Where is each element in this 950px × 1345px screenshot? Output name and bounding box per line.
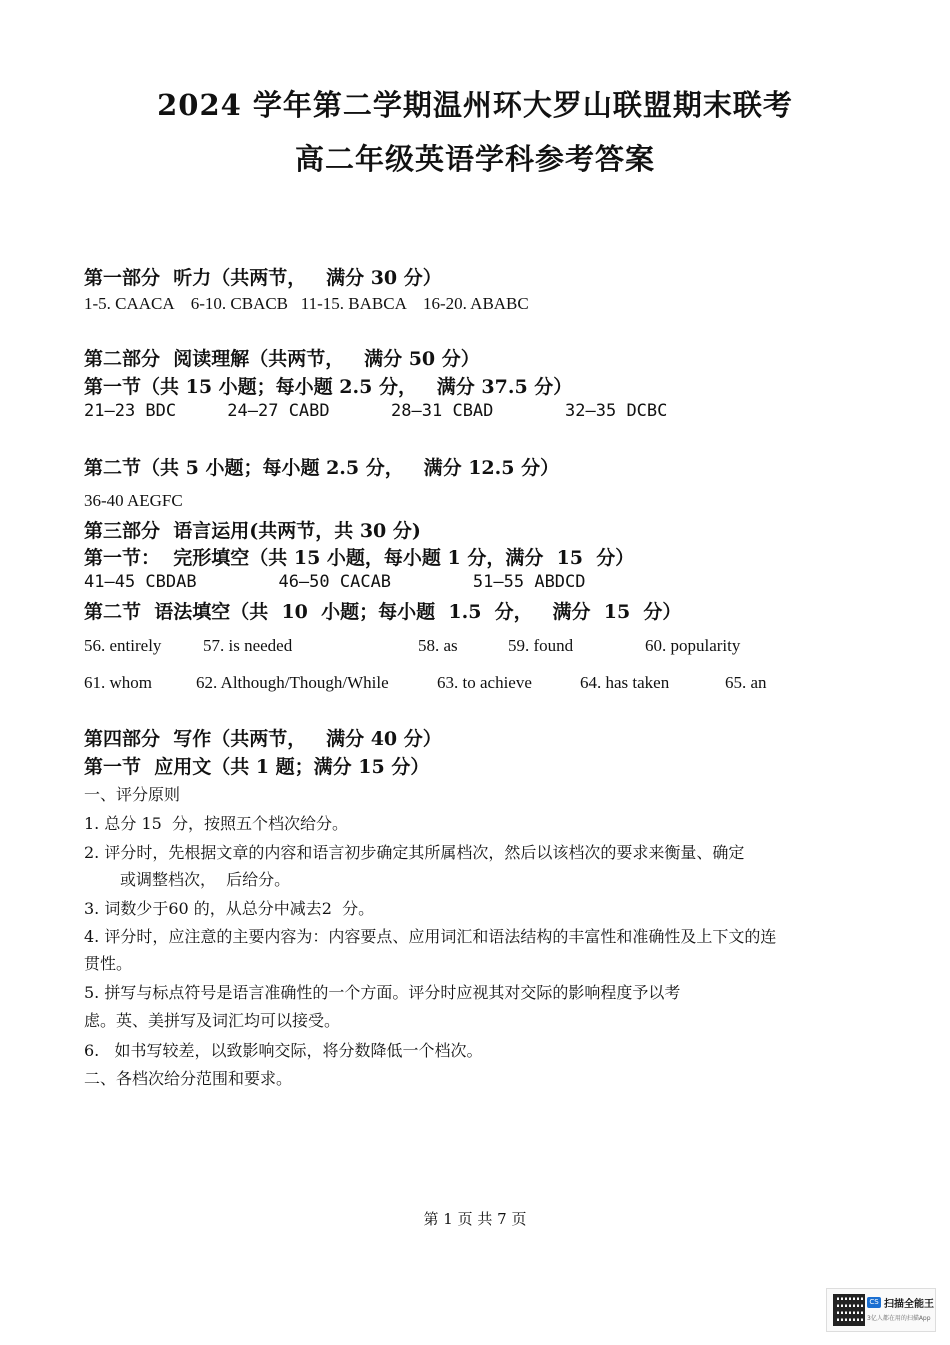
grammar-answer: 63. to achieve: [437, 673, 532, 692]
grammar-answer: 61. whom: [84, 673, 152, 692]
part1-heading: 第一部分 听力（共两节， 满分 30 分）: [84, 267, 442, 289]
document-title: 2024 学年第二学期温州环大罗山联盟期末联考: [157, 88, 793, 122]
grammar-answer: 64. has taken: [580, 673, 670, 692]
part4-heading: 第四部分 写作（共两节， 满分 40 分）: [84, 728, 442, 750]
rule-line: 一、评分原则: [84, 785, 181, 804]
grammar-answer: 58. as: [418, 636, 458, 655]
rule-line: 1. 总分 15 分，按照五个档次给分。: [84, 814, 348, 833]
rule-line: 二、各档次给分范围和要求。: [84, 1069, 293, 1088]
part3-sec2-heading: 第二节 语法填空（共 10 小题；每小题 1.5 分， 满分 15 分）: [84, 601, 682, 623]
rule-line: 4. 评分时，应注意的主要内容为：内容要点、应用词汇和语法结构的丰富性和准确性及上下文的连: [84, 927, 777, 946]
rule-line: 6. 如书写较差，以致影响交际，将分数降低一个档次。: [84, 1041, 483, 1060]
part4-sec1-heading: 第一节 应用文（共 1 题；满分 15 分）: [84, 756, 430, 778]
grammar-answer: 56. entirely: [84, 636, 162, 655]
grammar-answer: 60. popularity: [645, 636, 741, 655]
rule-line: 5. 拼写与标点符号是语言准确性的一个方面。评分时应视其对交际的影响程度予以考: [84, 983, 681, 1002]
part2-sec2-answers: 36-40 AEGFC: [84, 491, 183, 510]
part2-sec1-answers: 21—23 BDC 24—27 CABD 28—31 CBAD 32—35 DCBC: [84, 401, 668, 421]
document-subtitle: 高二年级英语学科参考答案: [294, 142, 655, 176]
qr-code-icon: [833, 1294, 865, 1326]
rule-line: 贯性。: [84, 954, 133, 973]
part3-sec1-heading: 第一节： 完形填空（共 15 小题，每小题 1 分，满分 15 分）: [84, 547, 635, 569]
grammar-answer: 59. found: [508, 636, 574, 655]
part1-answers: 1-5. CAACA 6-10. CBACB 11-15. BABCA 16-20. ABABC: [84, 294, 529, 313]
part2-sec1-heading: 第一节（共 15 小题；每小题 2.5 分， 满分 37.5 分）: [84, 376, 573, 398]
grammar-answer: 62. Although/Though/While: [196, 673, 389, 692]
rule-line: 3. 词数少于60 的，从总分中减去2 分。: [84, 899, 375, 918]
rule-line: 2. 评分时，先根据文章的内容和语言初步确定其所属档次，然后以该档次的要求来衡量、确定: [84, 843, 745, 862]
part2-sec2-heading: 第二节（共 5 小题；每小题 2.5 分， 满分 12.5 分）: [84, 457, 560, 479]
rule-line: 或调整档次， 后给分。: [120, 870, 291, 889]
part3-heading: 第三部分 语言运用(共两节，共 30 分): [84, 520, 421, 542]
cs-logo-icon: CS: [867, 1297, 881, 1308]
scanner-app-name: 扫描全能王: [884, 1299, 934, 1310]
part3-sec1-answers: 41—45 CBDAB 46—50 CACAB 51—55 ABDCD: [84, 572, 586, 592]
scanner-watermark: [826, 1288, 936, 1332]
grammar-answer: 57. is needed: [203, 636, 293, 655]
page-number: 第 1 页 共 7 页: [423, 1210, 527, 1228]
scanner-tagline: 3亿人都在用的扫描App: [867, 1315, 931, 1322]
grammar-answer: 65. an: [725, 673, 767, 692]
rule-line: 虑。英、美拼写及词汇均可以接受。: [84, 1011, 341, 1030]
part2-heading: 第二部分 阅读理解（共两节， 满分 50 分）: [84, 348, 480, 370]
